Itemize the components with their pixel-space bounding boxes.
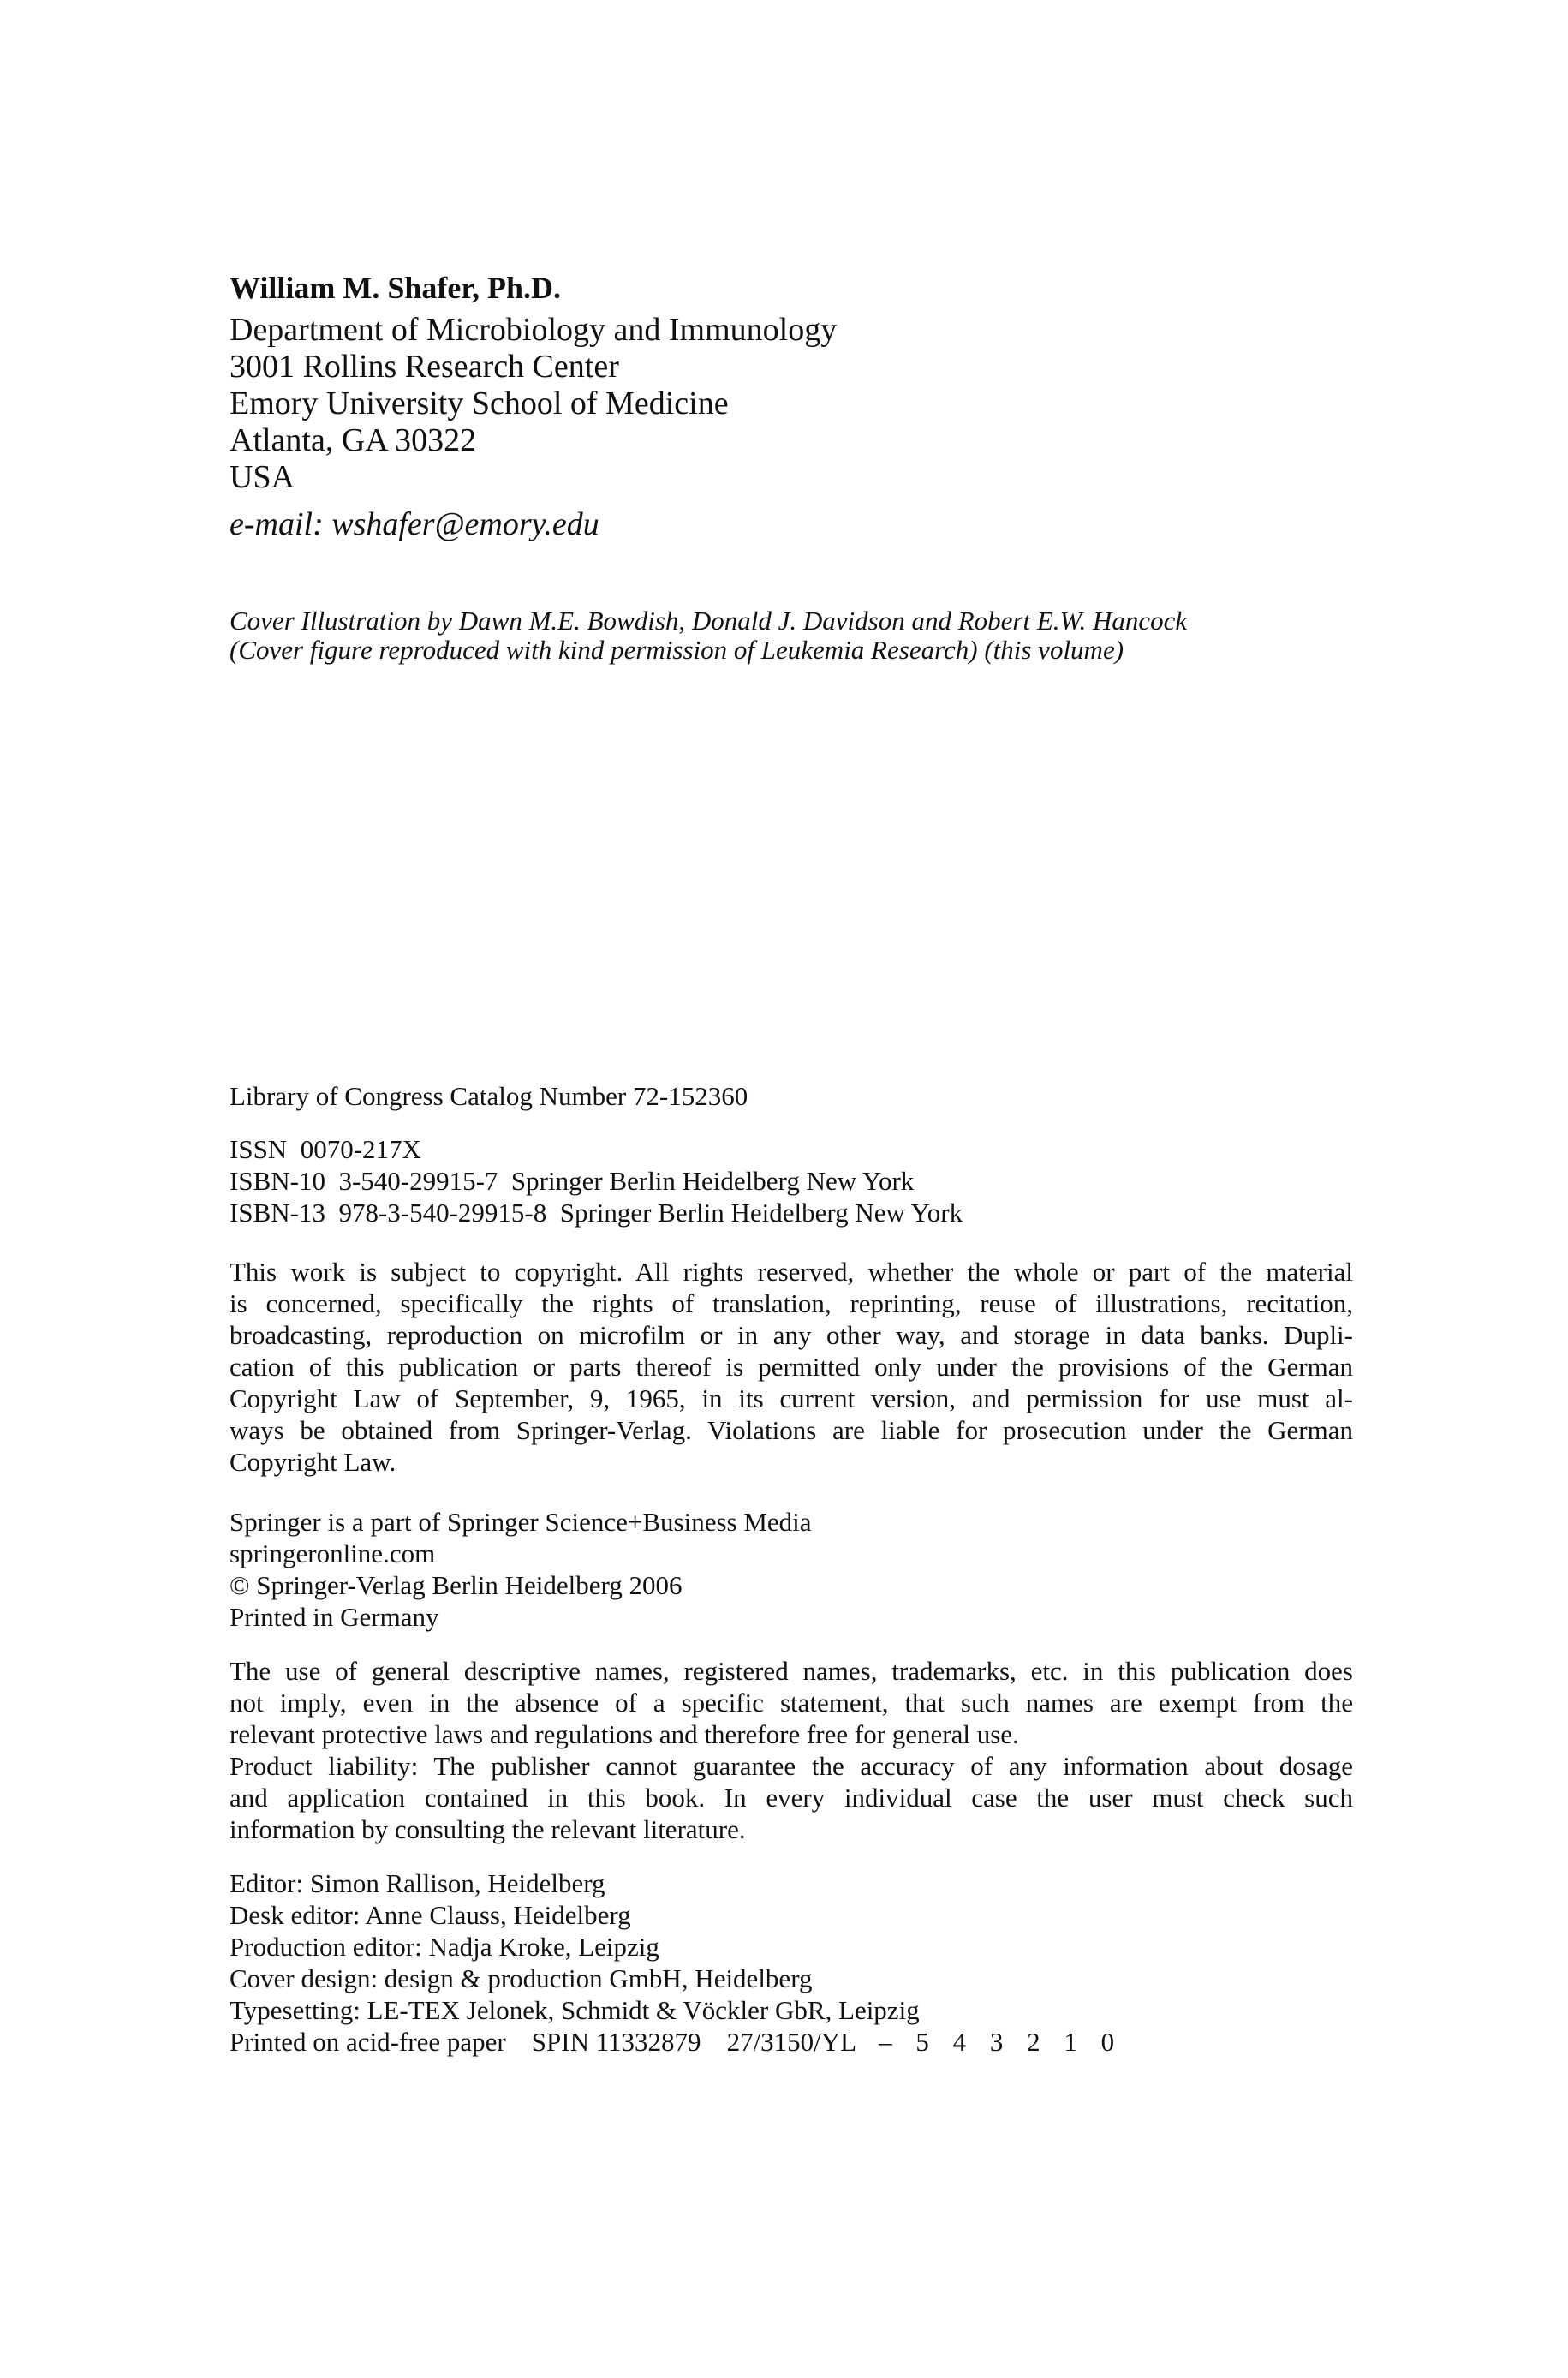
publisher-website: springeronline.com bbox=[230, 1539, 436, 1568]
usage-line: Product liability: The publisher cannot guarantee the accuracy of any information about dosage bbox=[230, 1751, 1353, 1781]
author-email: e-mail: wshafer@emory.edu bbox=[230, 506, 599, 542]
usage-line: information by consulting the relevant literature. bbox=[230, 1814, 746, 1844]
author-building: 3001 Rollins Research Center bbox=[230, 349, 619, 385]
credits-block bbox=[230, 1867, 1123, 2058]
publisher-block bbox=[230, 1506, 812, 1633]
cover-design-credit: Cover design: design & production GmbH, Heidelberg bbox=[230, 1963, 813, 1993]
author-country: USA bbox=[230, 459, 295, 495]
copyright-line: cation of this publication or parts thereof is permitted only under the provisions of the German bbox=[230, 1352, 1353, 1382]
catalog-number bbox=[230, 1081, 748, 1112]
copyright-line: is concerned, specifically the rights of translation, reprinting, reuse of illustrations, recitation, bbox=[230, 1288, 1353, 1318]
author-name: William M. Shafer, Ph.D. bbox=[230, 271, 562, 305]
copyright-notice bbox=[230, 1256, 1353, 1478]
lcc-number: Library of Congress Catalog Number 72-152360 bbox=[230, 1081, 748, 1111]
usage-line: and application contained in this book. In every individual case the user must check such bbox=[230, 1783, 1353, 1813]
typesetting-credit: Typesetting: LE-TEX Jelonek, Schmidt & Vöckler GbR, Leipzig bbox=[230, 1995, 920, 2025]
author-city: Atlanta, GA 30322 bbox=[230, 422, 477, 458]
usage-line: not imply, even in the absence of a specific statement, that such names are exempt from the bbox=[230, 1688, 1353, 1718]
issn: ISSN 0070-217X bbox=[230, 1134, 421, 1164]
cover-credit bbox=[230, 606, 1187, 665]
isbn-10: ISBN-10 3-540-29915-7 Springer Berlin Heidelberg New York bbox=[230, 1166, 915, 1196]
desk-editor-credit: Desk editor: Anne Clauss, Heidelberg bbox=[230, 1900, 631, 1930]
author-school: Emory University School of Medicine bbox=[230, 385, 729, 421]
copyright-line: This work is subject to copyright. All rights reserved, whether the whole or part of the material bbox=[230, 1257, 1353, 1287]
publisher-copyright: © Springer-Verlag Berlin Heidelberg 2006 bbox=[230, 1570, 683, 1600]
production-editor-credit: Production editor: Nadja Kroke, Leipzig bbox=[230, 1932, 659, 1962]
copyright-line: broadcasting, reproduction on microfilm or in any other way, and storage in data banks. Dupli- bbox=[230, 1320, 1353, 1350]
author-department: Department of Microbiology and Immunology bbox=[230, 312, 838, 348]
spin-number: SPIN 11332879 bbox=[531, 2027, 701, 2057]
copyright-line: Copyright Law. bbox=[230, 1447, 396, 1477]
paper-note: Printed on acid-free paper bbox=[230, 2027, 506, 2057]
cover-illustration-line: Cover Illustration by Dawn M.E. Bowdish, Donald J. Davidson and Robert E.W. Hancock bbox=[230, 606, 1188, 636]
isbn-13: ISBN-13 978-3-540-29915-8 Springer Berlin Heidelberg New York bbox=[230, 1198, 963, 1228]
printing-sequence: – 5 4 3 2 1 0 bbox=[879, 2027, 1124, 2057]
usage-line: The use of general descriptive names, registered names, trademarks, etc. in this publication does bbox=[230, 1656, 1353, 1686]
print-code: 27/3150/YL bbox=[726, 2027, 857, 2057]
copyright-line: Copyright Law of September, 9, 1965, in its current version, and permission for use must al- bbox=[230, 1383, 1353, 1413]
editor-credit: Editor: Simon Rallison, Heidelberg bbox=[230, 1868, 605, 1898]
usage-line: relevant protective laws and regulations and therefore free for general use. bbox=[230, 1719, 1019, 1749]
author-block bbox=[230, 271, 837, 543]
usage-notice bbox=[230, 1655, 1353, 1845]
cover-permission-line: (Cover figure reproduced with kind permission of Leukemia Research) (this volume) bbox=[230, 635, 1124, 665]
publisher-printed: Printed in Germany bbox=[230, 1602, 439, 1632]
publisher-part-of: Springer is a part of Springer Science+Business Media bbox=[230, 1507, 812, 1537]
identifiers-block bbox=[230, 1133, 963, 1228]
copyright-line: ways be obtained from Springer-Verlag. Violations are liable for prosecution under the German bbox=[230, 1415, 1353, 1445]
printing-info-row bbox=[230, 2026, 1123, 2058]
